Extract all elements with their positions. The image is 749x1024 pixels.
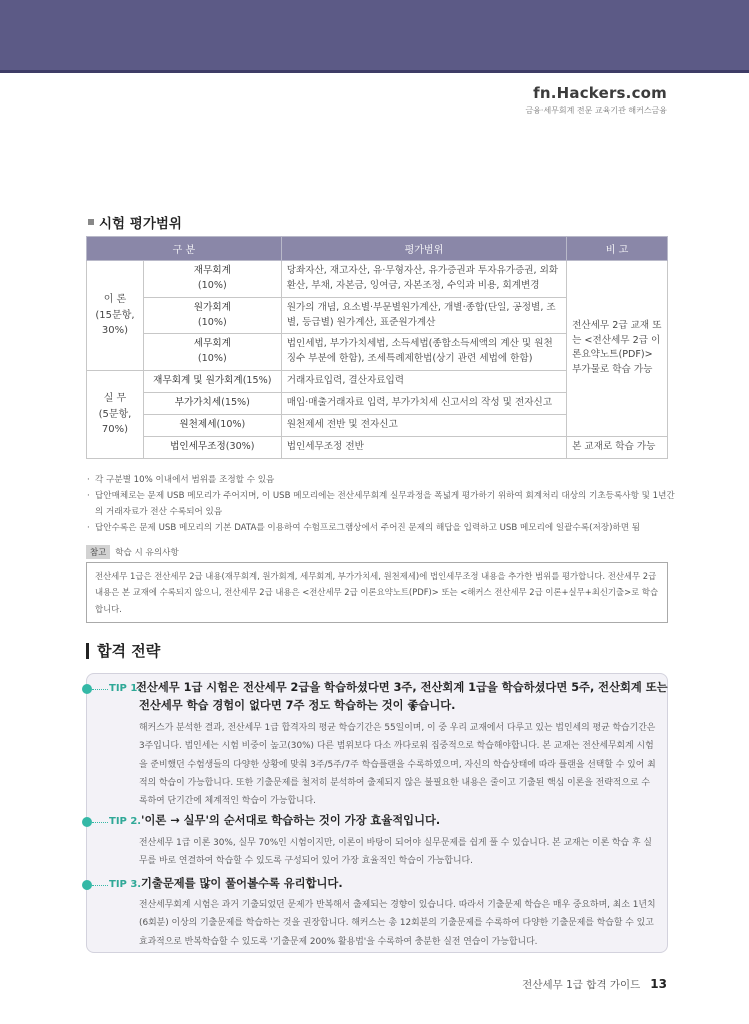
range-cell: 거래자료입력, 결산자료입력 — [281, 371, 566, 393]
subject-pct: (10%) — [197, 316, 227, 328]
tip-body: 전산세무회계 시험은 과거 기출되었던 문제가 반복해서 출제되는 경향이 있습니다. 따라서 기출문제 학습은 매우 중요하며, 최소 1년치(6회분) 이상의 기출문제를 학습하는 것을 권장합니다. 해커스는 총 12회분의 기출문제를 수록하여 다양한 기출문제를 학습할 수 있고 효과적으로 반복학습할 수 있도록 '기출문제 200% 활용법'을 수록하여 충분한 실전 연습이 가능합니다. — [139, 900, 656, 947]
section-title-text: 시험 평가범위 — [99, 216, 182, 232]
header-band — [0, 0, 749, 70]
tip-title: '이론 → 실무'의 순서대로 학습하는 것이 가장 효율적입니다. — [141, 814, 441, 827]
tip-label: TIP 2. — [109, 816, 142, 827]
header-range: 평가범위 — [281, 237, 566, 261]
tip-label: TIP 3. — [109, 879, 142, 890]
range-cell: 법인세법, 부가가치세법, 소득세법(종합소득세액의 계산 및 원천징수 부분에 한함), 조세특례제한법(상기 관련 세법에 한함) — [281, 334, 566, 371]
section-title — [88, 212, 182, 232]
subject-cell — [143, 414, 281, 436]
subject-cell — [143, 393, 281, 415]
table-row — [87, 436, 668, 458]
page-number: 13 — [650, 977, 667, 991]
brand-tagline: 금융·세무회계 전문 교육기관 해커스금융 — [525, 106, 667, 115]
note-cell: 전산세무 2급 교재 또는 <전산세무 2급 이론요약노트(PDF)> 부가물로 학습 가능 — [567, 261, 668, 437]
note-item: · 답안수록은 문제 USB 메모리의 기본 DATA를 이용하여 수험프로그램상에서 주어진 문제의 해답을 입력하고 USB 메모리에 일괄수록(저장)하면 됨 — [86, 521, 676, 537]
note-cell-last: 본 교재로 학습 가능 — [567, 436, 668, 458]
tip-title: 전산세무 1급 시험은 전산세무 2급을 학습하셨다면 3주, 전산회계 1급을 학습하셨다면 5주, 전산회계 또는 — [136, 681, 668, 694]
header-note: 비 고 — [567, 237, 668, 261]
practice-cell — [87, 371, 144, 458]
subject-cell — [143, 371, 281, 393]
tip-dot-icon — [82, 817, 92, 827]
brand-block — [525, 84, 667, 116]
tip-title-cont: 전산세무 학습 경험이 없다면 7주 정도 학습하는 것이 좋습니다. — [139, 699, 456, 712]
tips-box — [86, 673, 668, 953]
theory-detail: (15문항, — [95, 309, 135, 321]
range-cell: 당좌자산, 재고자산, 유·무형자산, 유가증권과 투자유가증권, 외화환산, 부채, 자본금, 잉여금, 자본조정, 수익과 비용, 회계변경 — [281, 261, 566, 298]
tip-dot-icon — [82, 684, 92, 694]
subject-name: 원가회계 — [193, 301, 231, 313]
theory-detail-2: 30%) — [101, 325, 129, 337]
reference-box: 전산세무 1급은 전산세무 2급 내용(재무회계, 원가회계, 세무회계, 부가가치세, 원천제세)에 법인세무조정 내용을 추가한 범위를 평가합니다. 전산세무 2급 내용은 본 교재에 수록되지 않으니, 전산세무 2급 내용은 <전산세무 2급 이론요약노트(PDF)> 또는 <해커스 전산세무 2급 이론+실무+최신기출>로 학습합니다. — [86, 562, 668, 623]
theory-cell — [87, 261, 144, 371]
evaluation-table — [86, 236, 668, 459]
subject-pct: (10%) — [197, 353, 227, 365]
header-band-divider — [0, 70, 749, 73]
tip-connector — [92, 689, 108, 690]
subject-name: 원천제세 — [179, 418, 217, 430]
table-row — [87, 261, 668, 298]
strategy-title — [86, 640, 160, 661]
subject-pct: (15%) — [221, 397, 250, 409]
table-notes — [86, 473, 676, 537]
footer-guide: 전산세무 1급 합격 가이드 — [522, 979, 641, 991]
range-cell: 원천제세 전반 및 전자신고 — [281, 414, 566, 436]
header-category: 구 분 — [87, 237, 282, 261]
practice-detail: (5문항, — [98, 408, 132, 420]
subject-pct: (30%) — [225, 440, 255, 452]
square-bullet-icon — [88, 219, 94, 225]
subject-pct: (10%) — [216, 418, 246, 430]
practice-label: 실 무 — [103, 393, 127, 405]
reference-tag: 참고 — [86, 545, 110, 559]
subject-name: 법인세무조정 — [170, 440, 226, 452]
tip-connector — [92, 885, 108, 886]
subject-name: 재무회계 및 원가회계 — [153, 375, 243, 387]
subject-name: 부가가치세 — [174, 397, 222, 409]
tip-body: 해커스가 분석한 결과, 전산세무 1급 합격자의 평균 학습기간은 55일이며, 이 중 우리 교재에서 다루고 있는 법인세의 평균 학습기간은 3주입니다. 법인세는 시험 비중이 높고(30%) 다른 범위보다 다소 까다로워 집중적으로 학습해야합니다. 본 교재는 전산세무회계 시험을 준비했던 수험생들의 다양한 상황에 맞춰 3주/5주/7주 학습플랜을 수록하였으며, 자신의 학습상태에 따라 플랜을 선택할 수 있어 최적의 학습이 가능합니다. 또한 기출문제를 철저히 분석하여 출제되지 않은 불필요한 내용은 줄이고 기출된 핵심 이론을 전략적으로 수록하여 단기간에 체계적인 학습이 가능합니다. — [139, 723, 656, 806]
subject-name: 재무회계 — [193, 265, 231, 276]
tip-title: 기출문제를 많이 풀어볼수록 유리합니다. — [141, 877, 343, 890]
subject-cell — [143, 261, 281, 298]
note-item: · 각 구분별 10% 이내에서 범위를 조정할 수 있음 — [86, 473, 676, 489]
strategy-title-text: 합격 전략 — [97, 642, 161, 660]
theory-label: 이 론 — [103, 294, 127, 306]
title-bar-icon — [86, 643, 89, 659]
brand-site: fn.Hackers.com — [533, 84, 667, 102]
subject-cell — [143, 297, 281, 334]
subject-pct: (15%) — [242, 375, 272, 387]
tip-label: TIP 1. — [109, 683, 142, 694]
page-footer — [522, 977, 667, 992]
subject-cell — [143, 436, 281, 458]
subject-name: 세무회계 — [193, 338, 231, 350]
subject-cell — [143, 334, 281, 371]
table-header-row — [87, 237, 668, 261]
tip-dot-icon — [82, 880, 92, 890]
range-cell: 매입·매출거래자료 입력, 부가가치세 신고서의 작성 및 전자신고 — [281, 393, 566, 415]
practice-detail-2: 70%) — [101, 424, 129, 436]
tip-body: 전산세무 1급 이론 30%, 실무 70%인 시험이지만, 이론이 바탕이 되어야 실무문제를 쉽게 풀 수 있습니다. 본 교재는 이론 학습 후 실무를 바로 연결하여 학습할 수 있도록 구성되어 있어 가장 효율적인 학습이 가능합니다. — [139, 838, 652, 867]
reference-title: 학습 시 유의사항 — [115, 548, 179, 558]
tip-connector — [92, 822, 108, 823]
range-cell: 법인세무조정 전반 — [281, 436, 566, 458]
note-item: · 답안매체로는 문제 USB 메모리가 주어지며, 이 USB 메모리에는 전산세무회계 실무과정을 폭넓게 평가하기 위하여 회계처리 대상의 기초등록사항 및 1년간의 거래자료가 전산 수록되어 있음 — [86, 489, 676, 521]
range-cell: 원가의 개념, 요소별·부문별원가계산, 개별·종합(단일, 공정별, 조별, 등급별) 원가계산, 표준원가계산 — [281, 297, 566, 334]
reference-header — [86, 545, 179, 559]
subject-pct: (10%) — [197, 279, 227, 291]
